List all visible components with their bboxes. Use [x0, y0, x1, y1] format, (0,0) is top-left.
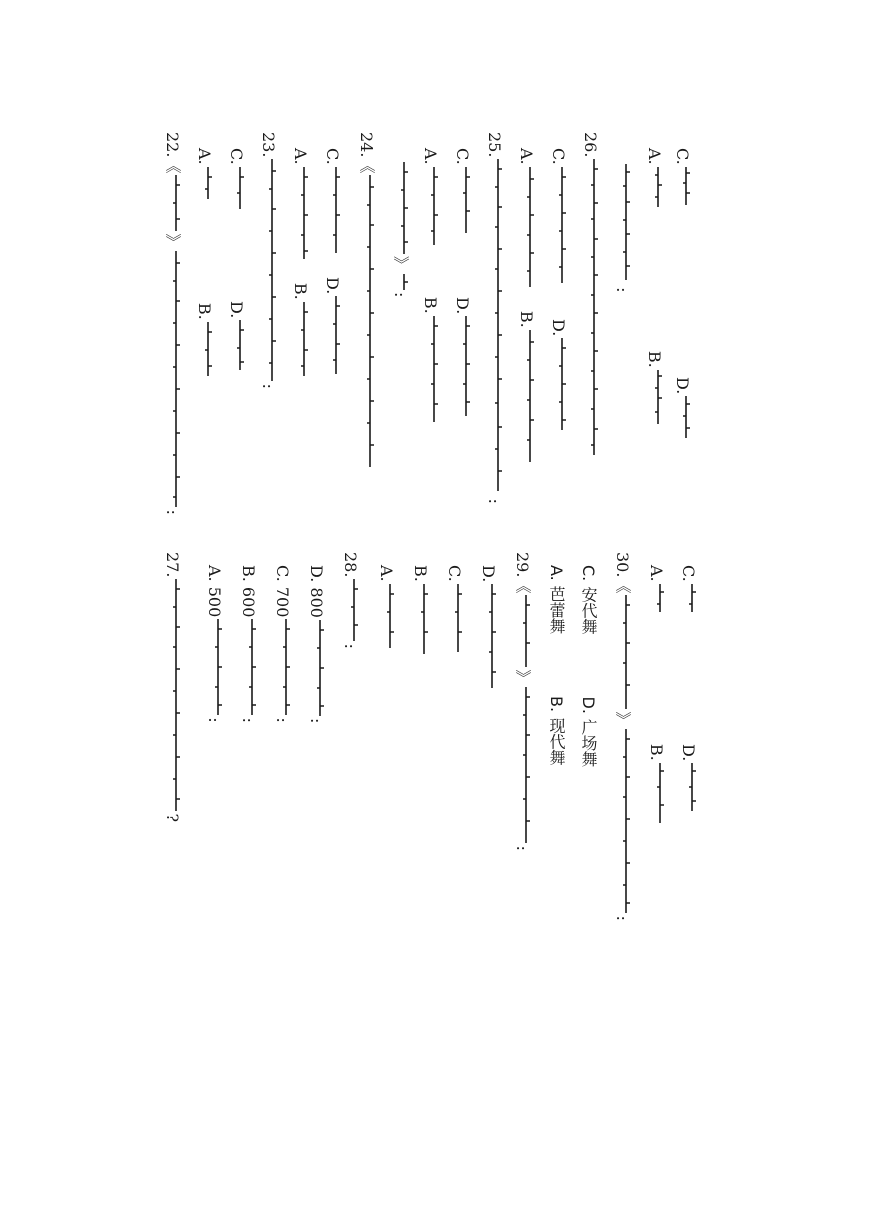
option-c-label: C. [323, 148, 342, 165]
mongolian-text [332, 165, 341, 255]
mongolian-text [430, 314, 439, 424]
mongolian-text [522, 593, 531, 669]
mongolian-text [494, 157, 503, 493]
mongolian-text [236, 165, 245, 211]
option-a-label: A. [647, 565, 666, 582]
option-c: C. 安代舞 [579, 565, 598, 635]
option-c-label: C. [445, 565, 464, 582]
question-number: 29.《 [513, 552, 532, 594]
option-b-label: B. [645, 350, 664, 368]
question-number: 30.《 [613, 552, 632, 594]
q24-options-cd [322, 148, 342, 376]
prev-q-options-ab [646, 565, 666, 825]
mongolian-text [366, 173, 375, 469]
q23-options-cd [226, 148, 246, 372]
q29-option-c [444, 565, 464, 654]
mongolian-text [488, 582, 497, 690]
mongolian-text [248, 617, 257, 717]
mongolian-text [300, 300, 309, 378]
question-number: 22.《 [163, 132, 182, 174]
q21-stem-end: : [612, 162, 632, 292]
option-c-label: C. [679, 565, 698, 582]
option-b-label: B. [195, 302, 214, 320]
prev-q-options-cd [678, 565, 698, 813]
mongolian-text [420, 582, 429, 656]
mongolian-text [462, 165, 471, 235]
mongolian-text [688, 761, 697, 813]
question-number: 23. [259, 132, 278, 158]
mongolian-text [172, 249, 181, 509]
option-d-label: D. [479, 565, 498, 583]
question-number: 27. [163, 552, 182, 578]
q30-options-ab [546, 565, 566, 765]
mongolian-text [688, 582, 697, 614]
q29-option-b [410, 565, 430, 656]
option-d-label: D. [549, 318, 568, 337]
question-23-stem: 23. : [259, 132, 278, 389]
option-b-label: B. 600 [239, 565, 258, 618]
question-29-stem: 29.《 》 : [513, 552, 532, 851]
mongolian-text [204, 165, 213, 201]
mongolian-text [526, 328, 535, 464]
option-a-label: A. [517, 148, 536, 165]
q21-options-ab [644, 148, 664, 426]
question-number: 28. [341, 552, 360, 578]
q28-option-d: D. 800 : [307, 565, 326, 724]
mongolian-text [282, 617, 291, 717]
option-a-label: A. [195, 148, 214, 165]
q28-option-b: B. 600 : [239, 565, 258, 723]
option-a-label: A. [291, 148, 310, 165]
option-d-label: D. [323, 276, 342, 295]
question-22-stem: 22.《 》 : [163, 132, 182, 515]
mongolian-text [172, 173, 181, 233]
mongolian-text [332, 294, 341, 376]
q28-option-a: A. 500 : [205, 565, 224, 723]
mongolian-text [656, 761, 665, 825]
option-c-label: C. [227, 148, 246, 165]
mongolian-text [236, 318, 245, 372]
question-24-stem [356, 132, 376, 469]
option-b-label: B. [291, 282, 310, 300]
option-a-label: A. 500 [205, 565, 224, 618]
question-number: 26. [581, 132, 600, 158]
mongolian-text [172, 577, 181, 813]
option-d-label: D. [227, 300, 246, 319]
option-b-label: B. [421, 296, 440, 314]
q28-option-c: C. 700 : [273, 565, 292, 723]
mongolian-text [622, 593, 631, 711]
mongolian-text [214, 617, 223, 717]
mongolian-text [522, 685, 531, 845]
option-a-label: A. [421, 148, 440, 165]
option-c-label: C. 700 [273, 565, 292, 618]
q29-option-d [478, 565, 498, 690]
mongolian-text [454, 582, 463, 654]
mongolian-text [654, 165, 663, 209]
option-d-label: D. [673, 376, 692, 395]
question-24-stem-end: 》 : [390, 160, 410, 297]
option-c-label: C. [549, 148, 568, 165]
mongolian-text [300, 165, 309, 261]
q30-options-cd [578, 565, 598, 767]
q26-options-cd [548, 148, 568, 432]
question-26-stem [580, 132, 600, 457]
option-c-label: C. [673, 148, 692, 165]
q26-options-ab [516, 148, 536, 464]
option-a-label: A. [377, 565, 396, 582]
question-25-stem: 25. : [485, 132, 504, 504]
option-b-label: B. [517, 310, 536, 328]
mongolian-text [386, 582, 395, 650]
option-d: D. 广场舞 [579, 696, 598, 768]
mongolian-text [622, 727, 631, 915]
q25-options-cd [452, 148, 472, 418]
mongolian-text [682, 165, 691, 207]
q24-options-ab [290, 148, 310, 378]
question-number: 24.《 [357, 132, 376, 174]
option-d-label: D. [453, 296, 472, 315]
q29-option-a [376, 565, 396, 650]
option-d-label: D. 800 [307, 565, 326, 618]
q21-options-cd [672, 148, 692, 440]
q23-options-ab [194, 148, 214, 378]
question-number: 25. [485, 132, 504, 158]
option-d-label: D. [679, 743, 698, 762]
question-27-stem: 27. ? [163, 552, 182, 823]
mongolian-text [682, 394, 691, 440]
mongolian-text [430, 165, 439, 247]
option-a: A. 芭蕾舞 [547, 565, 566, 634]
mongolian-text [526, 165, 535, 289]
option-a-label: A. [645, 148, 664, 165]
option-b: B. 现代舞 [547, 696, 566, 766]
mongolian-text [590, 157, 599, 457]
mongolian-text [654, 368, 663, 426]
mongolian-text [558, 336, 567, 432]
option-b-label: B. [411, 565, 430, 582]
mongolian-text [268, 157, 277, 383]
mongolian-text [400, 272, 409, 292]
question-30-stem: 30.《 》 : [613, 552, 632, 921]
option-c-label: C. [453, 148, 472, 165]
mongolian-text [462, 314, 471, 418]
question-28-stem: 28. : [341, 552, 360, 649]
mongolian-text [400, 160, 409, 256]
mongolian-text [656, 582, 665, 614]
q25-options-ab [420, 148, 440, 424]
mongolian-text [558, 165, 567, 285]
mongolian-text [316, 618, 325, 718]
mongolian-text [204, 320, 213, 378]
option-b-label: B. [647, 743, 666, 761]
mongolian-text [350, 577, 359, 643]
mongolian-text [622, 162, 631, 282]
